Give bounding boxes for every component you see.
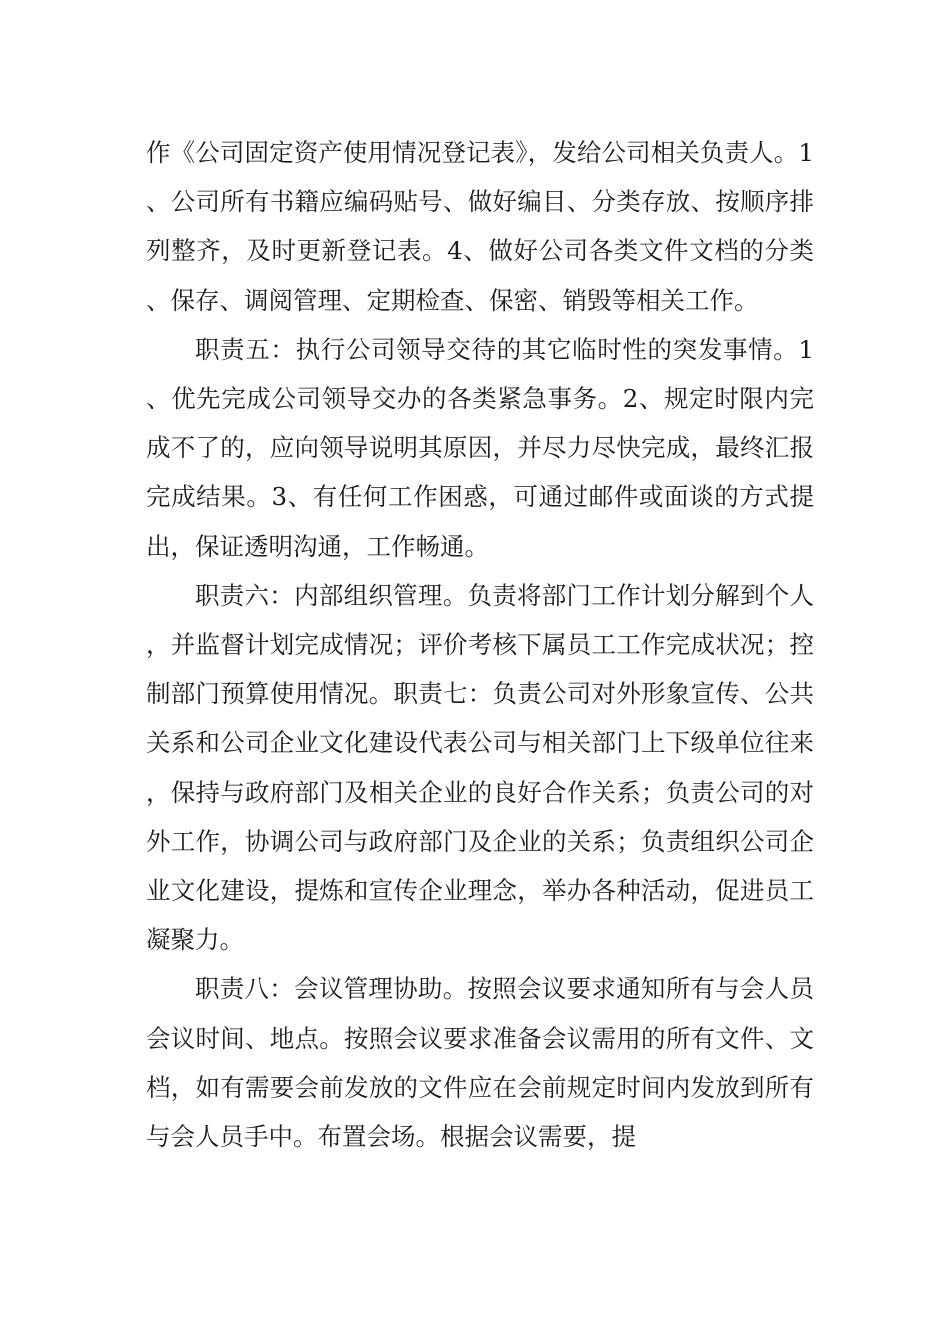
paragraph-duty-six-and-seven: 职责六：内部组织管理。负责将部门工作计划分解到个人，并监督计划完成情况；评价考核下属员工工作完成状况；控制部门预算使用情况。职责七：负责公司对外形象宣传、公共关系和公司企业文化建设代表公司与相关部门上下级单位往来，保持与政府部门及相关企业的良好合作关系；负责公司的对外工作，协调公司与政府部门及企业的关系；负责组织公司企业文化建设，提炼和宣传企业理念，举办各种活动，促进员工凝聚力。 [146, 580, 814, 955]
paragraph-duty-eight: 职责八：会议管理协助。按照会议要求通知所有与会人员会议时间、地点。按照会议要求准备会议需用的所有文件、文档，如有需要会前发放的文件应在会前规定时间内发放到所有与会人员手中。布置会场。根据会议需要，提 [146, 974, 814, 1152]
paragraph-duty-five: 职责五：执行公司领导交待的其它临时性的突发事情。1、优先完成公司领导交办的各类紧急事务。2、规定时限内完成不了的，应向领导说明其原因，并尽力尽快完成，最终汇报完成结果。3、有任何工作困惑，可通过邮件或面谈的方式提出，保证透明沟通，工作畅通。 [146, 334, 814, 561]
document-body [146, 128, 814, 1161]
paragraph-asset-and-archive-duties: 作《公司固定资产使用情况登记表》，发给公司相关负责人。1、公司所有书籍应编码贴号、做好编目、分类存放、按顺序排列整齐，及时更新登记表。4、做好公司各类文件文档的分类、保存、调阅管理、定期检查、保密、销毁等相关工作。 [146, 138, 814, 315]
